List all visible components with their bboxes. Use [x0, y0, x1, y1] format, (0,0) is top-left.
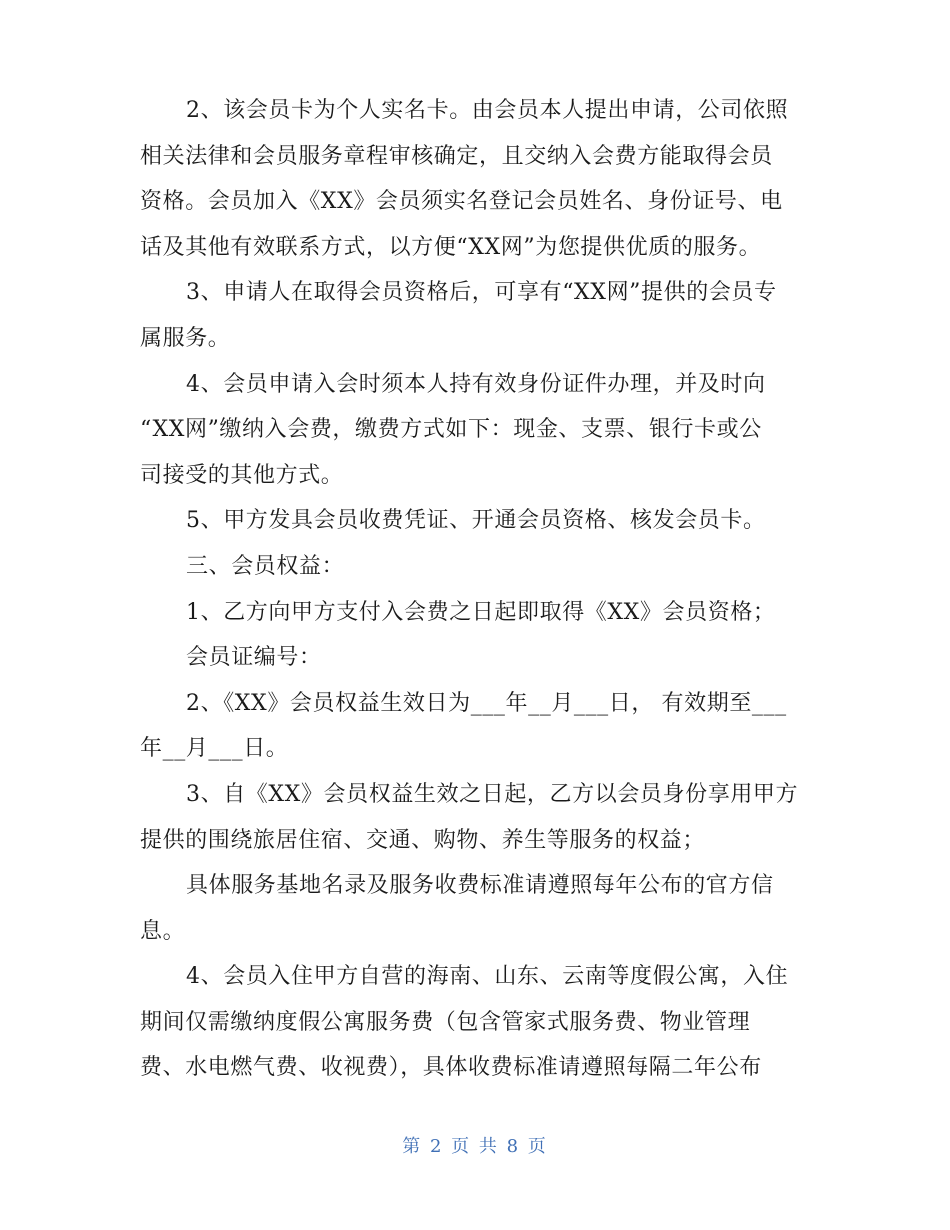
text-line: 司接受的其他方式。 — [140, 462, 344, 488]
page-number-footer: 第 2 页 共 8 页 — [402, 1136, 548, 1157]
text-line: 息。 — [140, 918, 186, 944]
text-line: 三、会员权益： — [186, 553, 345, 579]
text-line: 5、甲方发具会员收费凭证、开通会员资格、核发会员卡。 — [186, 508, 766, 534]
text-line: “XX网”缴纳入会费，缴费方式如下：现金、支票、银行卡或公 — [140, 417, 762, 443]
text-line: 3、自《XX》会员权益生效之日起，乙方以会员身份享用甲方 — [186, 781, 799, 807]
text-line: 2、《XX》会员权益生效日为___年__月___日， 有效期至___ — [186, 690, 787, 716]
text-line: 期间仅需缴纳度假公寓服务费（包含管家式服务费、物业管理 — [140, 1009, 751, 1035]
text-line: 1、乙方向甲方支付入会费之日起即取得《XX》会员资格； — [186, 599, 776, 625]
text-line: 话及其他有效联系方式，以方便“XX网”为您提供优质的服务。 — [140, 234, 762, 260]
text-line: 4、会员申请入会时须本人持有效身份证件办理，并及时向 — [186, 371, 766, 397]
text-line: 提供的围绕旅居住宿、交通、购物、养生等服务的权益； — [140, 827, 706, 853]
text-line: 3、申请人在取得会员资格后，可享有“XX网”提供的会员专 — [186, 280, 777, 306]
document-body — [140, 88, 820, 1091]
text-line: 属服务。 — [140, 325, 231, 351]
text-line: 2、该会员卡为个人实名卡。由会员本人提出申请，公司依照 — [186, 98, 789, 123]
text-line: 年__月___日。 — [140, 736, 289, 762]
text-line: 资格。会员加入《XX》会员须实名登记会员姓名、身份证号、电 — [140, 189, 783, 215]
text-line: 会员证编号： — [186, 645, 322, 671]
text-line: 相关法律和会员服务章程审核确定，且交纳入会费方能取得会员 — [140, 143, 773, 169]
text-line: 费、水电燃气费、收视费），具体收费标准请遵照每隔二年公布 — [140, 1055, 762, 1081]
text-line: 4、会员入住甲方自营的海南、山东、云南等度假公寓，入住 — [186, 964, 789, 990]
text-line: 具体服务基地名录及服务收费标准请遵照每年公布的官方信 — [186, 873, 774, 899]
